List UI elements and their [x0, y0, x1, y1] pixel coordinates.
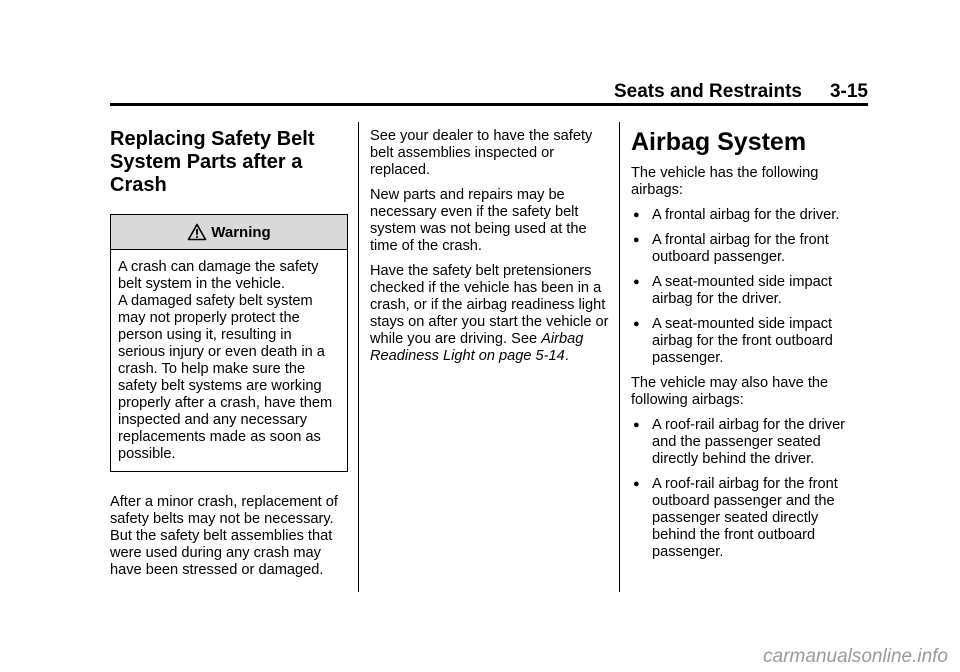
- list-item-text: A frontal airbag for the driver.: [652, 207, 840, 223]
- watermark: carmanualsonline.info: [763, 646, 948, 667]
- middle-column: [370, 128, 610, 373]
- list-item: [631, 274, 866, 308]
- list-item-text: A roof-rail airbag for the driver and the passenger seated directly behind the driver.: [652, 417, 846, 467]
- list-item-text: A seat-mounted side impact airbag for the front outboard passenger.: [652, 316, 833, 366]
- bullet-icon: ●: [633, 209, 640, 221]
- list-item: [631, 417, 866, 468]
- section-heading: Airbag System: [631, 128, 807, 156]
- warning-text-2: A damaged safety belt system may not properly protect the person using it, resulting in serious injury or even death in a crash. To help make sure the safety belt systems are working properly after a crash, have them inspected and any necessary replacements made as soon as possible.: [118, 293, 333, 462]
- warning-header: [111, 215, 347, 250]
- paragraph-end: .: [564, 348, 569, 364]
- paragraph: See your dealer to have the safety belt assemblies inspected or replaced.: [370, 128, 593, 178]
- page-number: 3-15: [829, 81, 868, 102]
- bullet-icon: ●: [633, 276, 640, 288]
- cross-reference-link[interactable]: Airbag Readiness Light on page 5-14: [370, 331, 584, 364]
- airbag-list: [631, 207, 866, 367]
- list-item-text: A frontal airbag for the front outboard passenger.: [652, 232, 829, 265]
- warning-text-1: A crash can damage the safety belt system in the vehicle.: [118, 259, 319, 292]
- warning-triangle-icon: [187, 223, 207, 241]
- optional-airbag-list: [631, 417, 866, 561]
- paragraph-text: Have the safety belt pretensioners checked if the vehicle has been in a crash, or if the airbag readiness light stays on after you start the vehicle or while you are driving. See: [370, 263, 609, 347]
- warning-label: Warning: [211, 223, 271, 241]
- paragraph: New parts and repairs may be necessary even if the safety belt system was not being used at the time of the crash.: [370, 187, 587, 254]
- header-rule: [110, 103, 868, 106]
- list-item-text: A seat-mounted side impact airbag for the driver.: [652, 274, 833, 307]
- warning-box: [110, 214, 348, 472]
- bullet-icon: ●: [633, 419, 640, 431]
- list-item-text: A roof-rail airbag for the front outboard passenger and the passenger seated directly behind the front outboard passenger.: [652, 476, 838, 560]
- paragraph: The vehicle may also have the following airbags:: [631, 375, 829, 408]
- list-item: [631, 232, 866, 266]
- page-header: [110, 80, 868, 104]
- section-title: Seats and Restraints: [614, 81, 802, 102]
- warning-body: [111, 250, 347, 471]
- bullet-icon: ●: [633, 234, 640, 246]
- column-divider-2: [619, 122, 620, 592]
- bullet-icon: ●: [633, 478, 640, 490]
- column-divider-1: [358, 122, 359, 592]
- list-item: [631, 476, 866, 561]
- paragraph-with-reference: [370, 263, 610, 365]
- section-heading: Replacing Safety Belt System Parts after a Crash: [110, 128, 315, 196]
- paragraph: The vehicle has the following airbags:: [631, 165, 819, 198]
- paragraph: After a minor crash, replacement of safety belts may not be necessary. But the safety belt assemblies that were used during any crash may have been stressed or damaged.: [110, 494, 338, 578]
- list-item: [631, 207, 866, 224]
- left-column: [110, 128, 348, 587]
- bullet-icon: ●: [633, 318, 640, 330]
- right-column: [631, 128, 866, 569]
- list-item: [631, 316, 866, 367]
